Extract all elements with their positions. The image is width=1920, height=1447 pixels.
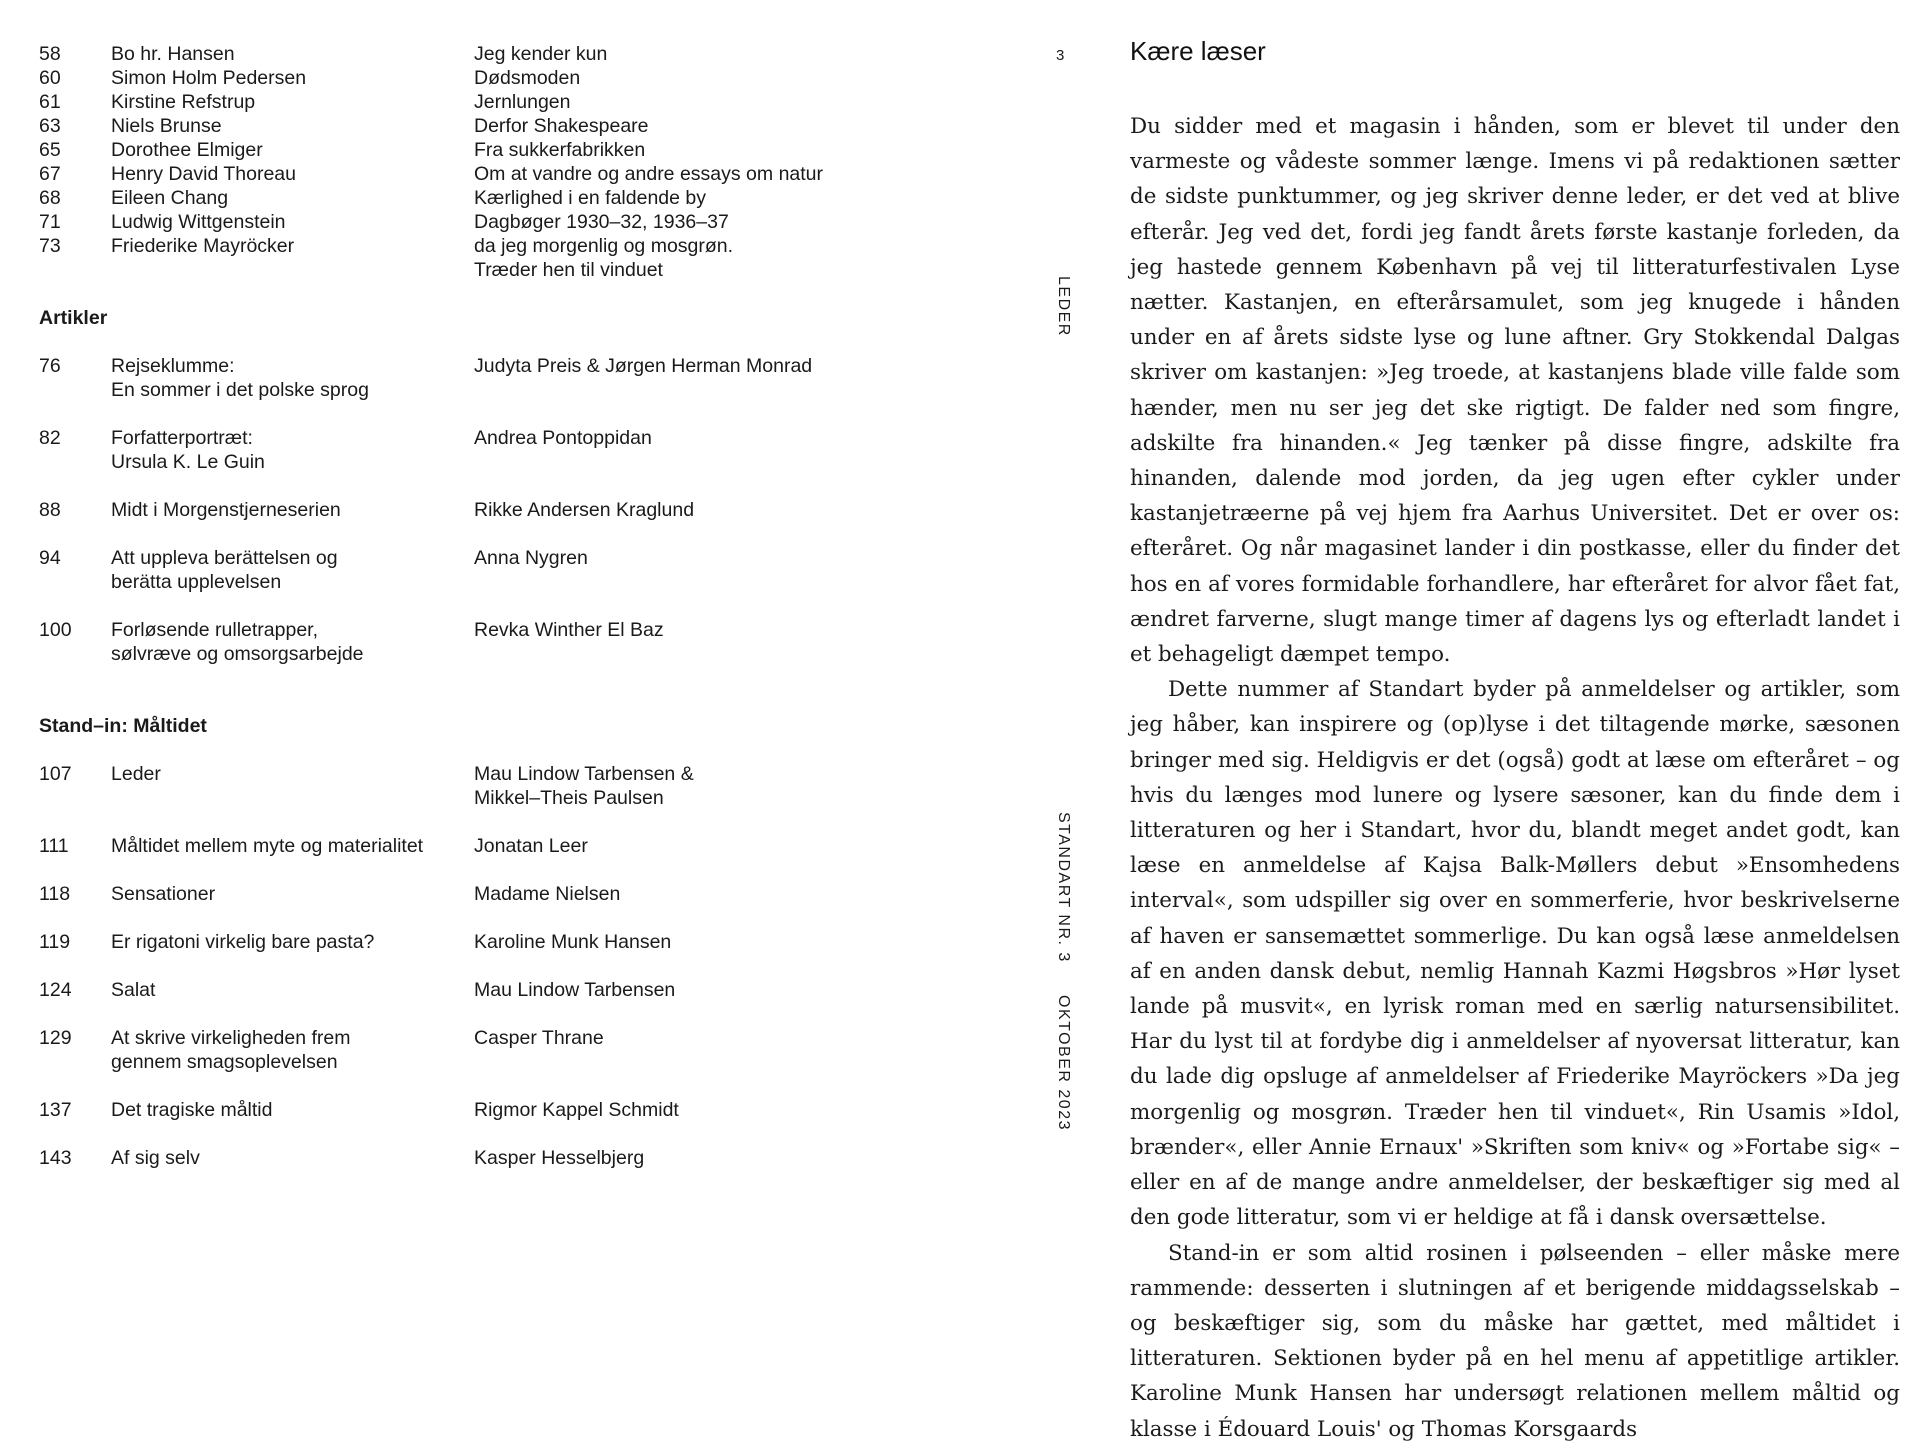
toc-articles-list xyxy=(39,354,999,666)
toc-title: Midt i Morgenstjerneserien xyxy=(111,499,341,521)
toc-author: Kasper Hesselbjerg xyxy=(474,1147,645,1169)
toc-row xyxy=(39,498,999,522)
section-heading-artikler: Artikler xyxy=(39,307,108,329)
toc-row xyxy=(39,882,999,906)
toc-page-number: 76 xyxy=(39,355,61,377)
toc-author: Madame Nielsen xyxy=(474,883,621,905)
toc-author: Casper Thrane xyxy=(474,1027,604,1049)
toc-title-line: Forfatterportræt: xyxy=(111,427,253,449)
toc-row xyxy=(39,618,999,666)
toc-page-number: 68 xyxy=(39,187,61,209)
toc-author: Dorothee Elmiger xyxy=(111,139,263,161)
toc-title: Fra sukkerfabrikken xyxy=(474,139,646,161)
toc-title: Jeg kender kun xyxy=(474,43,608,65)
toc-title-line: gennem smagsoplevelsen xyxy=(111,1051,338,1073)
toc-author: Niels Brunse xyxy=(111,115,222,137)
toc-page-number: 118 xyxy=(39,883,71,905)
toc-row xyxy=(39,978,999,1002)
toc-title-line: Træder hen til vinduet xyxy=(474,259,663,281)
toc-page-number: 107 xyxy=(39,763,72,785)
toc-author: Anna Nygren xyxy=(474,547,588,569)
toc-author: Eileen Chang xyxy=(111,187,229,209)
toc-author: Ludwig Wittgenstein xyxy=(111,211,286,233)
toc-row xyxy=(39,1026,999,1074)
toc-title xyxy=(111,426,491,474)
toc-page-number: 82 xyxy=(39,427,61,449)
toc-row xyxy=(39,762,999,810)
toc-author: Henry David Thoreau xyxy=(111,163,296,185)
toc-row xyxy=(39,930,999,954)
toc-row xyxy=(39,426,999,474)
toc-page-number: 58 xyxy=(39,43,61,65)
editorial-paragraph: Stand-in er som altid rosinen i pølseenden – eller måske mere rammende: desserten i slutningen af et berigende middagsselskab – og beskæftiger sig, som du måske har gættet, med måltidet i litteraturen. Sektionen byder på en hel menu af appetitlige artikler. Karoline Munk Hansen har undersøgt relationen mellem måltid og klasse i Édouard Louis' og Thomas Korsgaards xyxy=(1130,1240,1900,1442)
toc-page-number: 111 xyxy=(39,835,69,857)
toc-title-line: Rejseklumme: xyxy=(111,355,235,377)
toc-title: Det tragiske måltid xyxy=(111,1099,273,1121)
toc-page-number: 94 xyxy=(39,547,61,569)
section-heading-stand-in: Stand–in: Måltidet xyxy=(39,715,207,737)
table-of-contents xyxy=(39,42,999,1170)
toc-title: Derfor Shakespeare xyxy=(474,115,649,137)
toc-title xyxy=(111,618,491,666)
toc-page-number: 67 xyxy=(39,163,61,185)
toc-title: Salat xyxy=(111,979,156,1001)
toc-author: Bo hr. Hansen xyxy=(111,43,235,65)
toc-row xyxy=(39,1098,999,1122)
toc-author: Friederike Mayröcker xyxy=(111,235,295,257)
toc-page-number: 137 xyxy=(39,1099,72,1121)
toc-author xyxy=(474,762,994,810)
toc-title-line: sølvræve og omsorgsarbejde xyxy=(111,643,364,665)
page-number: 3 xyxy=(1056,47,1065,64)
toc-author: Jonatan Leer xyxy=(474,835,588,857)
toc-page-number: 63 xyxy=(39,115,61,137)
toc-page-number: 65 xyxy=(39,139,61,161)
toc-author: Rikke Andersen Kraglund xyxy=(474,499,695,521)
toc-page-number: 143 xyxy=(39,1147,72,1169)
toc-title-line: da jeg morgenlig og mosgrøn. xyxy=(474,235,734,257)
toc-page-number: 100 xyxy=(39,619,72,641)
toc-author: Kirstine Refstrup xyxy=(111,91,256,113)
toc-page-number: 61 xyxy=(39,91,61,113)
toc-row xyxy=(39,186,999,210)
toc-author: Judyta Preis & Jørgen Herman Monrad xyxy=(474,355,813,377)
toc-title-line: At skrive virkeligheden frem xyxy=(111,1027,351,1049)
toc-row xyxy=(39,234,999,282)
toc-author: Mau Lindow Tarbensen xyxy=(474,979,676,1001)
toc-title: Dagbøger 1930–32, 1936–37 xyxy=(474,211,729,233)
toc-author-line: Mikkel–Theis Paulsen xyxy=(474,787,664,809)
editorial-paragraph: Dette nummer af Standart byder på anmeldelser og artikler, som jeg håber, kan inspirere og (op)lyse i det tiltagende mørke, sæsonen bringer med sig. Heldigvis er det (også) godt at læse om efteråret – og hvis du længes mod lunere og lysere sæsoner, kan du finde dem i litteraturen og her i Standart, hvor du, blandt meget andet godt, kan læse en anmeldelse af Kajsa Balk-Møllers debut »Ensomhedens interval«, som udspiller sig over en sommerferie, hvor beskrivelserne af haven er sansemættet sommerlige. Du kan også læse anmeldelsen af en anden dansk debut, nemlig Hannah Kazmi Høgsbros »Hør lyset lande på musvit«, en lyrisk roman med en særlig natursensibilitet. Har du lyst til at fordybe dig i anmeldelser af nyoversat litteratur, kan du lade dig opsluge af anmeldelser af Friederike Mayröckers »Da jeg morgenlig og mosgrøn. Træder hen til vinduet«, Rin Usamis »Idol, brænder«, eller Annie Ernaux' »Skriften som kniv« og »Fortabe sig« – eller en af de mange andre anmeldelser, der beskæftiger sig med al den gode litteratur, som vi er heldige at få i dansk oversættelse. xyxy=(1130,677,1900,1231)
toc-author: Andrea Pontoppidan xyxy=(474,427,652,449)
toc-title-line: Forløsende rulletrapper, xyxy=(111,619,319,641)
toc-row xyxy=(39,138,999,162)
toc-title xyxy=(474,234,994,282)
toc-page-number: 124 xyxy=(39,979,72,1001)
toc-row xyxy=(39,354,999,402)
toc-row xyxy=(39,162,999,186)
toc-title: Leder xyxy=(111,763,161,785)
toc-page-number: 88 xyxy=(39,499,61,521)
toc-row xyxy=(39,546,999,594)
editorial-heading: Kære læser xyxy=(1130,36,1266,66)
toc-row xyxy=(39,834,999,858)
toc-row xyxy=(39,1146,999,1170)
toc-stand-in-list xyxy=(39,762,999,1170)
toc-page-number: 60 xyxy=(39,67,61,89)
toc-page-number: 71 xyxy=(39,211,61,233)
toc-row xyxy=(39,210,999,234)
toc-title-line: En sommer i det polske sprog xyxy=(111,379,369,401)
toc-title-line: Ursula K. Le Guin xyxy=(111,451,265,473)
toc-title-line: Att uppleva berättelsen og xyxy=(111,547,338,569)
date-runner: OKTOBER 2023 xyxy=(1055,995,1072,1131)
toc-row xyxy=(39,66,999,90)
toc-author: Revka Winther El Baz xyxy=(474,619,664,641)
toc-title xyxy=(111,1026,491,1074)
toc-title xyxy=(111,354,491,402)
issue-runner: STANDART NR. 3 xyxy=(1055,812,1072,963)
section-runner: LEDER xyxy=(1055,276,1072,337)
toc-author: Simon Holm Pedersen xyxy=(111,67,307,89)
editorial-paragraph: Du sidder med et magasin i hånden, som er blevet til under den varmeste og vådeste sommer længe. Imens vi på redaktionen sætter de sidste punktummer, og jeg skriver denne leder, er det ved at blive efterår. Jeg ved det, fordi jeg fandt årets første kastanje forleden, da jeg hastede gennem København på vej til litteraturfestivalen Lyse nætter. Kastanjen, en efterårsamulet, som jeg knugede i hånden under en af årets sidste lyse og lune aftner. Gry Stokkendal Dalgas skriver om kastanjen: »Jeg troede, at kastanjens blade ville falde som hænder, men nu ser jeg det ske rigtigt. De falder ned som fingre, adskilte fra hinanden.« Jeg tænker på disse fingre, adskilte fra hinanden, dalende mod jorden, da jeg ugen efter cykler under kastanjetræerne på vej hjem fra Aarhus Universitet. Det er over os: efteråret. Og når magasinet lander i din postkasse, eller du finder det hos en af vores formidable forhandlere, har efteråret for alvor fået fat, ændret farverne, slugt mange timer af dagens lys og efterladt landet i et behageligt dæmpet tempo. xyxy=(1130,114,1900,668)
toc-page-number: 73 xyxy=(39,235,61,257)
toc-reviews-list xyxy=(39,42,999,282)
toc-title: Er rigatoni virkelig bare pasta? xyxy=(111,931,375,953)
toc-title-line: berätta upplevelsen xyxy=(111,571,282,593)
toc-author: Karoline Munk Hansen xyxy=(474,931,672,953)
toc-title: Måltidet mellem myte og materialitet xyxy=(111,835,424,857)
toc-page-number: 119 xyxy=(39,931,71,953)
toc-title xyxy=(111,546,491,594)
toc-row xyxy=(39,90,999,114)
toc-title: Dødsmoden xyxy=(474,67,581,89)
toc-author: Rigmor Kappel Schmidt xyxy=(474,1099,679,1121)
toc-title: Af sig selv xyxy=(111,1147,200,1169)
toc-title: Om at vandre og andre essays om natur xyxy=(474,163,824,185)
toc-title: Kærlighed i en faldende by xyxy=(474,187,706,209)
toc-title: Jernlungen xyxy=(474,91,571,113)
toc-row xyxy=(39,42,999,66)
toc-page-number: 129 xyxy=(39,1027,72,1049)
toc-title: Sensationer xyxy=(111,883,216,905)
editorial-body xyxy=(1130,109,1900,1447)
toc-row xyxy=(39,114,999,138)
toc-author-line: Mau Lindow Tarbensen & xyxy=(474,763,694,785)
